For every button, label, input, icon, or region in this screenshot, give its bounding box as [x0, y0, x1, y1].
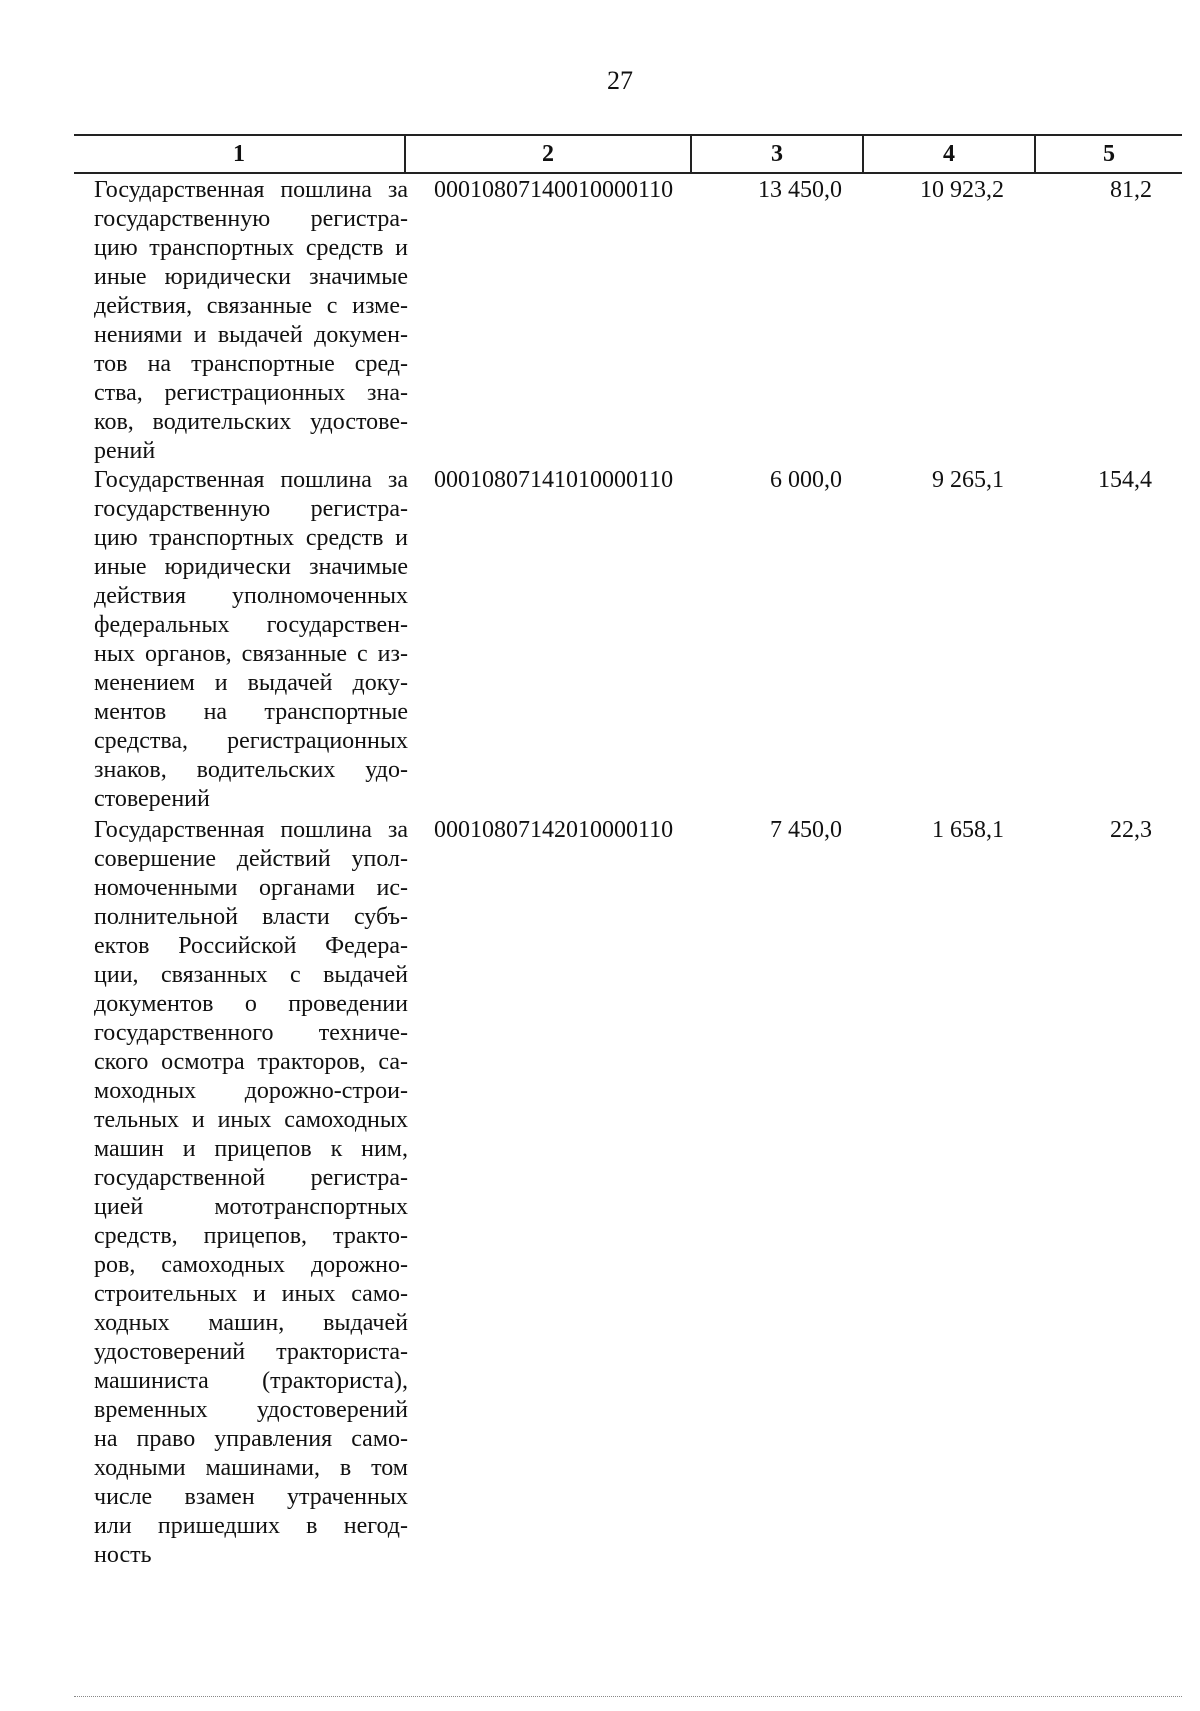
- description-line: иные юридически значимые: [94, 264, 408, 290]
- column-header-4: 4: [943, 141, 955, 167]
- description-line: машиниста (тракториста),: [94, 1368, 408, 1394]
- description-line: строительных и иных само-: [94, 1281, 408, 1307]
- row-value-col4: 1 658,1: [932, 817, 1004, 843]
- row-value-col5: 22,3: [1110, 817, 1152, 843]
- description-line: цией мототранспортных: [94, 1194, 408, 1220]
- description-line: цию транспортных средств и: [94, 525, 408, 551]
- row-value-col3: 13 450,0: [758, 177, 842, 203]
- description-line: ментов на транспортные: [94, 699, 408, 725]
- description-line: менением и выдачей доку-: [94, 670, 408, 696]
- row-value-col4: 10 923,2: [920, 177, 1004, 203]
- row-code: 00010807140010000110: [434, 177, 674, 203]
- description-line: ции, связанных с выдачей: [94, 962, 408, 988]
- description-line: ходными машинами, в том: [94, 1455, 408, 1481]
- description-line: или пришедших в негод-: [94, 1513, 408, 1539]
- description-line: ектов Российской Федера-: [94, 933, 408, 959]
- description-line: тов на транспортные сред-: [94, 351, 408, 377]
- description-line: государственного техниче-: [94, 1020, 408, 1046]
- description-line: ского осмотра тракторов, са-: [94, 1049, 408, 1075]
- row-value-col5: 81,2: [1110, 177, 1152, 203]
- row-description: [94, 176, 408, 466]
- description-line: Государственная пошлина за: [94, 177, 408, 203]
- description-line: машин и прицепов к ним,: [94, 1136, 408, 1162]
- page-bottom-edge: [74, 1696, 1182, 1697]
- description-line: ров, самоходных дорожно-: [94, 1252, 408, 1278]
- description-line: рений: [94, 438, 156, 464]
- description-line: иные юридически значимые: [94, 554, 408, 580]
- description-line: действия, связанные с изме-: [94, 293, 408, 319]
- description-line: ность: [94, 1542, 152, 1568]
- description-line: номоченными органами ис-: [94, 875, 408, 901]
- description-line: полнительной власти субъ-: [94, 904, 408, 930]
- column-header-1: 1: [233, 141, 245, 167]
- description-line: временных удостоверений: [94, 1397, 408, 1423]
- description-line: цию транспортных средств и: [94, 235, 408, 261]
- description-line: на право управления само-: [94, 1426, 408, 1452]
- description-line: действия уполномоченных: [94, 583, 408, 609]
- page-number: 27: [607, 66, 633, 95]
- row-code: 00010807142010000110: [434, 817, 674, 843]
- row-value-col3: 6 000,0: [770, 467, 842, 493]
- description-line: ства, регистрационных зна-: [94, 380, 408, 406]
- description-line: государственную регистра-: [94, 206, 408, 232]
- description-line: ных органов, связанные с из-: [94, 641, 408, 667]
- description-line: ходных машин, выдачей: [94, 1310, 408, 1336]
- description-line: государственную регистра-: [94, 496, 408, 522]
- table-header: [74, 134, 1182, 174]
- row-value-col3: 7 450,0: [770, 817, 842, 843]
- description-line: тельных и иных самоходных: [94, 1107, 408, 1133]
- column-header-2: 2: [542, 141, 554, 167]
- row-code: 00010807141010000110: [434, 467, 674, 493]
- description-line: моходных дорожно-строи-: [94, 1078, 408, 1104]
- description-line: нениями и выдачей докумен-: [94, 322, 408, 348]
- description-line: стоверений: [94, 786, 210, 812]
- description-line: ков, водительских удостове-: [94, 409, 408, 435]
- row-value-col5: 154,4: [1098, 467, 1152, 493]
- row-description: [94, 816, 408, 1570]
- column-header-3: 3: [771, 141, 783, 167]
- description-line: Государственная пошлина за: [94, 467, 408, 493]
- description-line: Государственная пошлина за: [94, 817, 408, 843]
- description-line: совершение действий упол-: [94, 846, 408, 872]
- row-description: [94, 466, 408, 814]
- description-line: числе взамен утраченных: [94, 1484, 408, 1510]
- description-line: удостоверений тракториста-: [94, 1339, 408, 1365]
- description-line: средства, регистрационных: [94, 728, 408, 754]
- description-line: знаков, водительских удо-: [94, 757, 408, 783]
- description-line: федеральных государствен-: [94, 612, 408, 638]
- description-line: документов о проведении: [94, 991, 408, 1017]
- description-line: средств, прицепов, тракто-: [94, 1223, 408, 1249]
- row-value-col4: 9 265,1: [932, 467, 1004, 493]
- column-header-5: 5: [1103, 141, 1115, 167]
- description-line: государственной регистра-: [94, 1165, 408, 1191]
